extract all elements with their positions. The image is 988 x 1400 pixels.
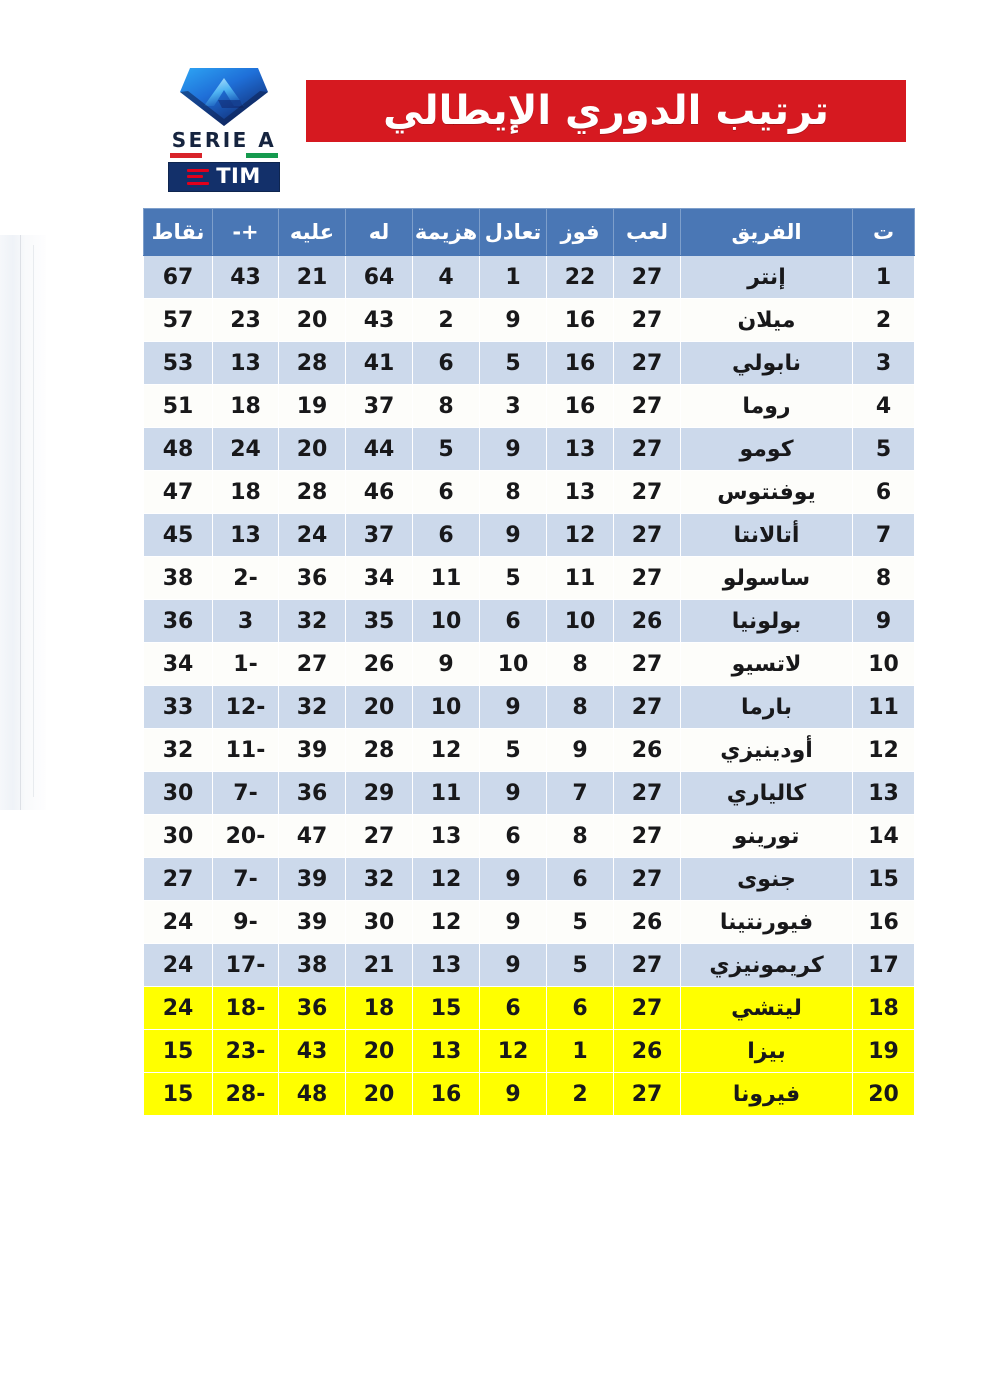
cell-gf: 29: [346, 772, 413, 815]
cell-ga: 47: [279, 815, 346, 858]
cell-won: 12: [547, 514, 614, 557]
cell-gf: 43: [346, 299, 413, 342]
cell-won: 2: [547, 1073, 614, 1116]
standings-table: [143, 208, 915, 1116]
cell-ga: 28: [279, 471, 346, 514]
cell-drawn: 9: [480, 772, 547, 815]
cell-ga: 39: [279, 901, 346, 944]
cell-gd: -20: [213, 815, 279, 858]
cell-team: ساسولو: [681, 557, 853, 600]
cell-ga: 39: [279, 858, 346, 901]
cell-gd: -18: [213, 987, 279, 1030]
cell-team: بولونيا: [681, 600, 853, 643]
cell-drawn: 9: [480, 428, 547, 471]
cell-gd: -23: [213, 1030, 279, 1073]
cell-won: 9: [547, 729, 614, 772]
column-header-points: نقاط: [144, 209, 213, 256]
cell-points: 34: [144, 643, 213, 686]
cell-rank: 11: [853, 686, 915, 729]
cell-points: 51: [144, 385, 213, 428]
cell-points: 15: [144, 1073, 213, 1116]
column-header-drawn: تعادل: [480, 209, 547, 256]
cell-ga: 32: [279, 686, 346, 729]
cell-gf: 20: [346, 1030, 413, 1073]
cell-points: 36: [144, 600, 213, 643]
cell-points: 53: [144, 342, 213, 385]
table-row: [144, 1073, 915, 1116]
cell-drawn: 5: [480, 557, 547, 600]
cell-lost: 4: [413, 256, 480, 299]
cell-points: 48: [144, 428, 213, 471]
cell-lost: 15: [413, 987, 480, 1030]
cell-played: 27: [614, 428, 681, 471]
column-header-played: لعب: [614, 209, 681, 256]
cell-points: 24: [144, 901, 213, 944]
cell-gd: 24: [213, 428, 279, 471]
table-row: [144, 1030, 915, 1073]
cell-rank: 17: [853, 944, 915, 987]
cell-drawn: 6: [480, 987, 547, 1030]
cell-points: 32: [144, 729, 213, 772]
cell-team: إنتر: [681, 256, 853, 299]
cell-gf: 21: [346, 944, 413, 987]
cell-team: نابولي: [681, 342, 853, 385]
cell-points: 24: [144, 987, 213, 1030]
cell-won: 6: [547, 858, 614, 901]
cell-team: بيزا: [681, 1030, 853, 1073]
cell-rank: 1: [853, 256, 915, 299]
cell-rank: 12: [853, 729, 915, 772]
cell-gf: 37: [346, 385, 413, 428]
cell-won: 10: [547, 600, 614, 643]
serie-a-shield-icon: [172, 62, 276, 128]
cell-played: 27: [614, 686, 681, 729]
cell-drawn: 5: [480, 729, 547, 772]
cell-points: 45: [144, 514, 213, 557]
cell-points: 15: [144, 1030, 213, 1073]
cell-team: لاتسيو: [681, 643, 853, 686]
cell-won: 16: [547, 299, 614, 342]
cell-ga: 39: [279, 729, 346, 772]
cell-points: 24: [144, 944, 213, 987]
table-body: [144, 256, 915, 1116]
cell-rank: 16: [853, 901, 915, 944]
cell-ga: 48: [279, 1073, 346, 1116]
cell-rank: 18: [853, 987, 915, 1030]
cell-gf: 27: [346, 815, 413, 858]
cell-team: كالياري: [681, 772, 853, 815]
cell-gf: 46: [346, 471, 413, 514]
cell-team: ميلان: [681, 299, 853, 342]
cell-gd: -28: [213, 1073, 279, 1116]
cell-gf: 41: [346, 342, 413, 385]
cell-played: 26: [614, 1030, 681, 1073]
cell-rank: 3: [853, 342, 915, 385]
cell-ga: 27: [279, 643, 346, 686]
cell-team: فيرونا: [681, 1073, 853, 1116]
cell-gd: -7: [213, 772, 279, 815]
cell-drawn: 9: [480, 1073, 547, 1116]
cell-won: 22: [547, 256, 614, 299]
cell-drawn: 9: [480, 944, 547, 987]
table-row: [144, 471, 915, 514]
table-row: [144, 858, 915, 901]
cell-team: بارما: [681, 686, 853, 729]
cell-points: 30: [144, 772, 213, 815]
cell-drawn: 6: [480, 815, 547, 858]
cell-gd: 13: [213, 514, 279, 557]
cell-won: 1: [547, 1030, 614, 1073]
cell-ga: 20: [279, 299, 346, 342]
cell-played: 27: [614, 385, 681, 428]
column-header-goals-for: له: [346, 209, 413, 256]
cell-won: 5: [547, 944, 614, 987]
cell-points: 30: [144, 815, 213, 858]
table-row: [144, 987, 915, 1030]
cell-ga: 36: [279, 987, 346, 1030]
cell-played: 27: [614, 987, 681, 1030]
cell-played: 27: [614, 815, 681, 858]
cell-ga: 20: [279, 428, 346, 471]
cell-won: 7: [547, 772, 614, 815]
table-head: [144, 209, 915, 256]
cell-points: 67: [144, 256, 213, 299]
cell-won: 16: [547, 385, 614, 428]
tim-sponsor-logo: [168, 162, 280, 192]
cell-rank: 6: [853, 471, 915, 514]
cell-gf: 34: [346, 557, 413, 600]
cell-ga: 21: [279, 256, 346, 299]
table-row: [144, 901, 915, 944]
cell-team: تورينو: [681, 815, 853, 858]
cell-gd: -9: [213, 901, 279, 944]
cell-lost: 11: [413, 772, 480, 815]
cell-won: 16: [547, 342, 614, 385]
cell-rank: 19: [853, 1030, 915, 1073]
cell-rank: 13: [853, 772, 915, 815]
table-row: [144, 428, 915, 471]
table-row: [144, 729, 915, 772]
cell-drawn: 9: [480, 514, 547, 557]
cell-won: 11: [547, 557, 614, 600]
table-row: [144, 643, 915, 686]
cell-gf: 26: [346, 643, 413, 686]
cell-lost: 13: [413, 815, 480, 858]
cell-won: 8: [547, 643, 614, 686]
cell-lost: 9: [413, 643, 480, 686]
cell-gf: 28: [346, 729, 413, 772]
cell-played: 27: [614, 1073, 681, 1116]
scan-edge-artifact: [0, 235, 46, 810]
cell-gf: 30: [346, 901, 413, 944]
column-header-goals-against: عليه: [279, 209, 346, 256]
cell-won: 13: [547, 428, 614, 471]
cell-team: روما: [681, 385, 853, 428]
cell-played: 27: [614, 772, 681, 815]
cell-team: يوفنتوس: [681, 471, 853, 514]
cell-team: ليتشي: [681, 987, 853, 1030]
cell-drawn: 10: [480, 643, 547, 686]
table-row: [144, 944, 915, 987]
cell-drawn: 6: [480, 600, 547, 643]
cell-team: كريمونيزي: [681, 944, 853, 987]
table-header-row: [144, 209, 915, 256]
cell-lost: 5: [413, 428, 480, 471]
title-banner: [306, 80, 906, 142]
cell-played: 27: [614, 944, 681, 987]
table-row: [144, 815, 915, 858]
cell-drawn: 9: [480, 901, 547, 944]
cell-won: 8: [547, 686, 614, 729]
tim-label: TIM: [216, 164, 261, 189]
cell-played: 27: [614, 471, 681, 514]
cell-points: 47: [144, 471, 213, 514]
cell-gf: 44: [346, 428, 413, 471]
cell-ga: 38: [279, 944, 346, 987]
cell-gd: 3: [213, 600, 279, 643]
cell-won: 5: [547, 901, 614, 944]
cell-team: فيورنتينا: [681, 901, 853, 944]
cell-lost: 12: [413, 729, 480, 772]
cell-lost: 6: [413, 514, 480, 557]
cell-drawn: 9: [480, 858, 547, 901]
cell-rank: 14: [853, 815, 915, 858]
cell-points: 57: [144, 299, 213, 342]
cell-gd: 18: [213, 471, 279, 514]
cell-gd: 13: [213, 342, 279, 385]
cell-lost: 12: [413, 858, 480, 901]
table-row: [144, 342, 915, 385]
cell-lost: 10: [413, 600, 480, 643]
cell-gd: -12: [213, 686, 279, 729]
cell-gf: 32: [346, 858, 413, 901]
cell-gf: 64: [346, 256, 413, 299]
cell-gd: -11: [213, 729, 279, 772]
table-row: [144, 686, 915, 729]
cell-rank: 15: [853, 858, 915, 901]
standings-table-container: [145, 208, 915, 1116]
table-row: [144, 514, 915, 557]
cell-lost: 11: [413, 557, 480, 600]
cell-lost: 12: [413, 901, 480, 944]
cell-lost: 13: [413, 944, 480, 987]
column-header-goal-diff: +-: [213, 209, 279, 256]
cell-played: 26: [614, 901, 681, 944]
cell-ga: 36: [279, 772, 346, 815]
italy-flag-icon: [170, 153, 278, 158]
cell-drawn: 3: [480, 385, 547, 428]
cell-rank: 4: [853, 385, 915, 428]
cell-lost: 16: [413, 1073, 480, 1116]
cell-ga: 43: [279, 1030, 346, 1073]
cell-won: 13: [547, 471, 614, 514]
cell-drawn: 9: [480, 299, 547, 342]
table-row: [144, 385, 915, 428]
cell-lost: 10: [413, 686, 480, 729]
table-row: [144, 557, 915, 600]
cell-ga: 32: [279, 600, 346, 643]
cell-drawn: 12: [480, 1030, 547, 1073]
column-header-team: الفريق: [681, 209, 853, 256]
cell-ga: 28: [279, 342, 346, 385]
cell-gd: 43: [213, 256, 279, 299]
cell-rank: 10: [853, 643, 915, 686]
cell-lost: 6: [413, 342, 480, 385]
tim-stripes-icon: [187, 169, 209, 185]
cell-points: 33: [144, 686, 213, 729]
cell-rank: 9: [853, 600, 915, 643]
cell-won: 6: [547, 987, 614, 1030]
cell-lost: 13: [413, 1030, 480, 1073]
cell-drawn: 5: [480, 342, 547, 385]
page-title: ترتيب الدوري الإيطالي: [383, 88, 829, 134]
cell-played: 27: [614, 342, 681, 385]
cell-lost: 2: [413, 299, 480, 342]
cell-played: 26: [614, 729, 681, 772]
cell-gd: -2: [213, 557, 279, 600]
cell-ga: 24: [279, 514, 346, 557]
table-row: [144, 772, 915, 815]
cell-team: كومو: [681, 428, 853, 471]
cell-team: أتالانتا: [681, 514, 853, 557]
column-header-rank: ت: [853, 209, 915, 256]
cell-rank: 7: [853, 514, 915, 557]
column-header-won: فوز: [547, 209, 614, 256]
serie-a-logo: [158, 62, 290, 192]
cell-rank: 20: [853, 1073, 915, 1116]
cell-gf: 35: [346, 600, 413, 643]
cell-gf: 37: [346, 514, 413, 557]
cell-played: 27: [614, 514, 681, 557]
cell-gd: 18: [213, 385, 279, 428]
cell-played: 27: [614, 858, 681, 901]
column-header-lost: هزيمة: [413, 209, 480, 256]
cell-gd: -1: [213, 643, 279, 686]
cell-drawn: 1: [480, 256, 547, 299]
cell-played: 27: [614, 643, 681, 686]
cell-gd: 23: [213, 299, 279, 342]
table-row: [144, 256, 915, 299]
cell-gf: 20: [346, 686, 413, 729]
cell-gf: 18: [346, 987, 413, 1030]
cell-gd: -7: [213, 858, 279, 901]
cell-won: 8: [547, 815, 614, 858]
cell-lost: 8: [413, 385, 480, 428]
cell-played: 27: [614, 299, 681, 342]
cell-rank: 5: [853, 428, 915, 471]
table-row: [144, 299, 915, 342]
cell-gd: -17: [213, 944, 279, 987]
cell-played: 27: [614, 557, 681, 600]
cell-points: 38: [144, 557, 213, 600]
cell-played: 27: [614, 256, 681, 299]
cell-team: أودينيزي: [681, 729, 853, 772]
cell-played: 26: [614, 600, 681, 643]
cell-points: 27: [144, 858, 213, 901]
serie-a-wordmark: SERIE A: [171, 128, 277, 152]
table-row: [144, 600, 915, 643]
cell-drawn: 8: [480, 471, 547, 514]
cell-lost: 6: [413, 471, 480, 514]
cell-drawn: 9: [480, 686, 547, 729]
cell-rank: 2: [853, 299, 915, 342]
cell-gf: 20: [346, 1073, 413, 1116]
page-header: [0, 62, 988, 194]
cell-rank: 8: [853, 557, 915, 600]
cell-ga: 36: [279, 557, 346, 600]
cell-team: جنوى: [681, 858, 853, 901]
cell-ga: 19: [279, 385, 346, 428]
